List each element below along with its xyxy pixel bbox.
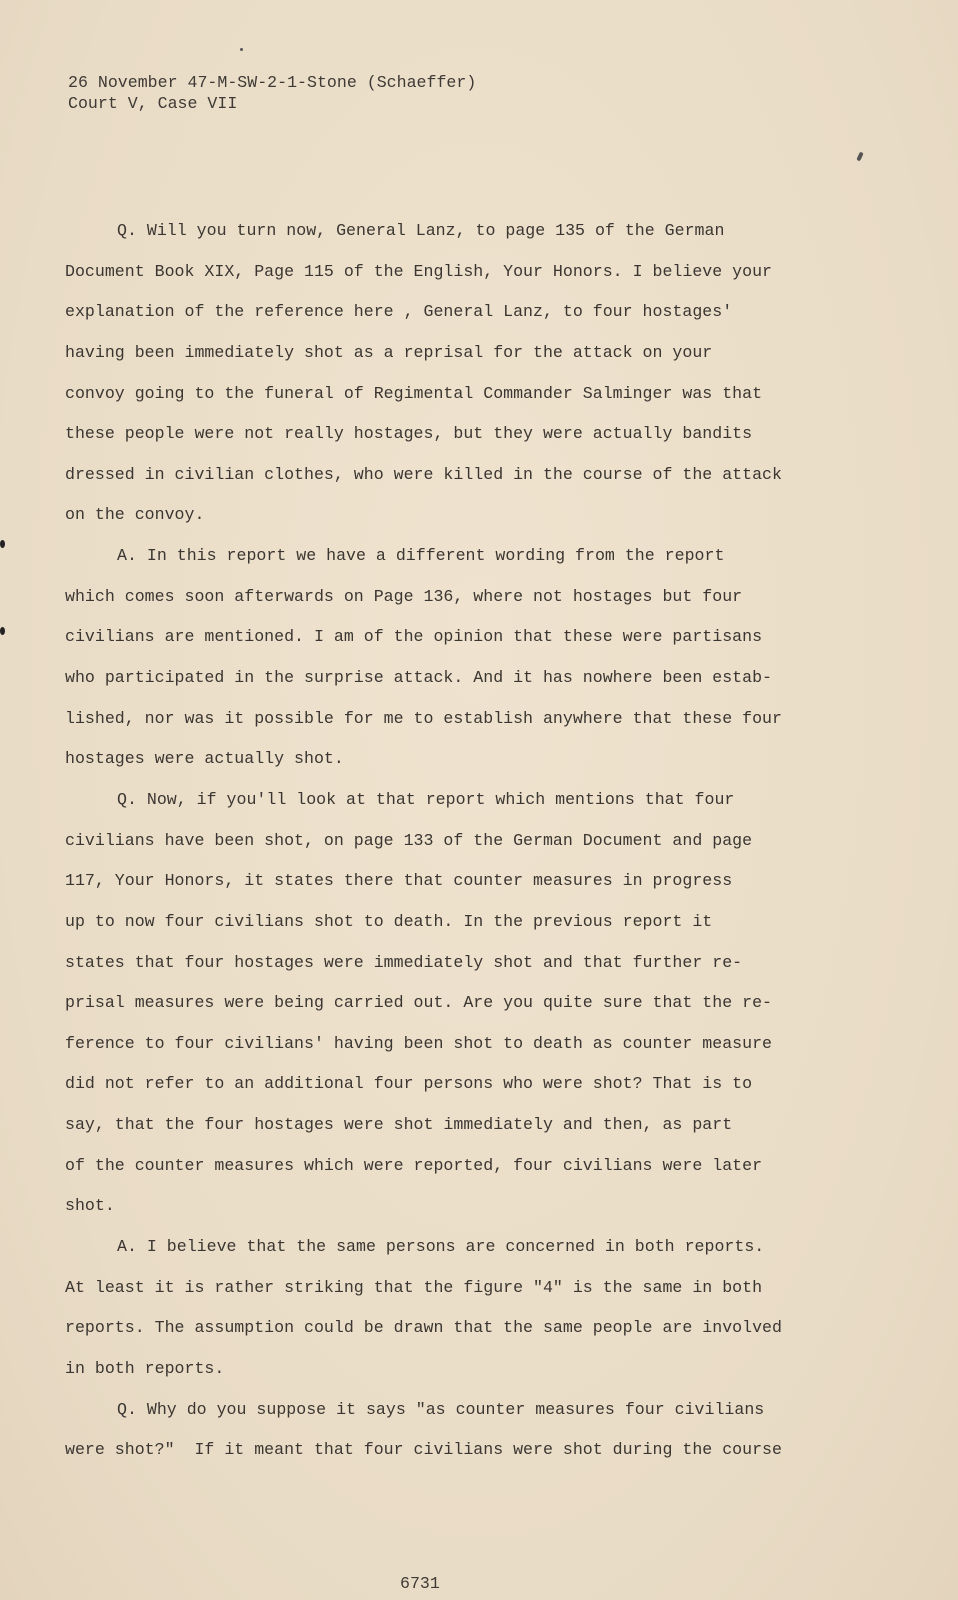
text-line: Q. Now, if you'll look at that report which mentions that four	[117, 789, 735, 809]
text-line: reports. The assumption could be drawn that the same people are involved	[65, 1318, 782, 1338]
text-line: were shot?" If it meant that four civilians were shot during the course	[65, 1440, 782, 1460]
text-line: A. I believe that the same persons are concerned in both reports.	[117, 1237, 765, 1257]
text-line: At least it is rather striking that the figure "4" is the same in both	[65, 1277, 763, 1297]
transcript-body	[65, 211, 825, 1471]
text-line: in both reports.	[65, 1358, 225, 1378]
text-line: civilians are mentioned. I am of the opinion that these were partisans	[65, 627, 763, 647]
text-line: hostages were actually shot.	[65, 749, 344, 769]
page-number: 6731	[400, 1574, 440, 1593]
text-line: A. In this report we have a different wording from the report	[117, 546, 725, 566]
text-line: explanation of the reference here , General Lanz, to four hostages'	[65, 302, 733, 322]
text-line: convoy going to the funeral of Regimental Commander Salminger was that	[65, 383, 763, 403]
text-line: lished, nor was it possible for me to establish anywhere that these four	[65, 708, 782, 728]
text-line: dressed in civilian clothes, who were killed in the course of the attack	[65, 464, 782, 484]
text-line: Document Book XIX, Page 115 of the English, Your Honors. I believe your	[65, 261, 773, 281]
punch-mark	[0, 540, 5, 548]
text-line: who participated in the surprise attack. And it has nowhere been estab-	[65, 668, 773, 688]
transcript-paragraph	[65, 1390, 825, 1471]
text-line: did not refer to an additional four persons who were shot? That is to	[65, 1074, 753, 1094]
text-line: shot.	[65, 1196, 115, 1216]
header-session-line: 26 November 47-M-SW-2-1-Stone (Schaeffer)	[68, 73, 477, 92]
ink-speck	[240, 48, 243, 51]
text-line: having been immediately shot as a reprisal for the attack on your	[65, 342, 713, 362]
header-court-line: Court V, Case VII	[68, 94, 238, 113]
text-line: states that four hostages were immediately shot and that further re-	[65, 952, 743, 972]
punch-mark	[0, 627, 5, 635]
text-line: of the counter measures which were reported, four civilians were later	[65, 1155, 763, 1175]
transcript-paragraph	[65, 780, 825, 1227]
text-line: Q. Why do you suppose it says "as counter measures four civilians	[117, 1399, 765, 1419]
text-line: Q. Will you turn now, General Lanz, to page 135 of the German	[117, 221, 725, 240]
document-header	[68, 72, 476, 114]
transcript-paragraph	[65, 536, 825, 780]
text-line: prisal measures were being carried out. Are you quite sure that the re-	[65, 993, 773, 1013]
text-line: ference to four civilians' having been shot to death as counter measure	[65, 1033, 773, 1053]
text-line: civilians have been shot, on page 133 of the German Document and page	[65, 830, 753, 850]
transcript-paragraph	[65, 1227, 825, 1390]
text-line: say, that the four hostages were shot immediately and then, as part	[65, 1115, 733, 1135]
text-line: which comes soon afterwards on Page 136, where not hostages but four	[65, 586, 743, 606]
text-line: these people were not really hostages, but they were actually bandits	[65, 424, 753, 444]
text-line: up to now four civilians shot to death. In the previous report it	[65, 911, 713, 931]
transcript-paragraph	[65, 211, 825, 536]
text-line: on the convoy.	[65, 505, 205, 525]
text-line: 117, Your Honors, it states there that counter measures in progress	[65, 871, 733, 891]
